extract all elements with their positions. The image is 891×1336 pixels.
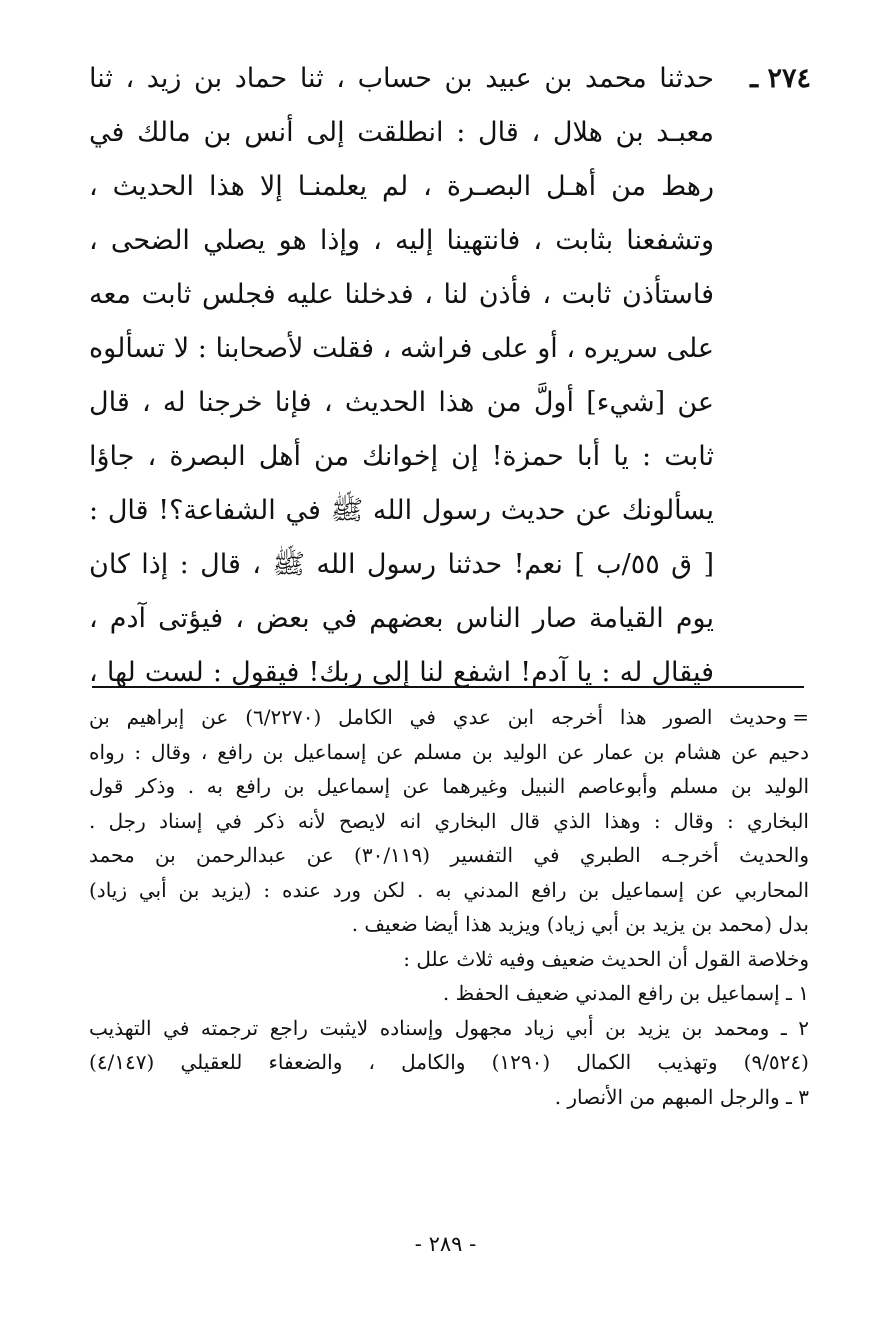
hadith-line: حدثنا محمد بن عبيد بن حساب ، ثنا حماد بن زيد ، ثنا [89, 63, 714, 94]
hadith-line: رهط من أهـل البصـرة ، لم يعلمنـا إلا هذا الحديث ، [89, 171, 714, 202]
hadith-number: ٢٧٤ ـ [750, 63, 811, 94]
hadith-line: ثابت : يا أبا حمزة! إن إخوانك من أهل البصرة ، جاؤا [89, 441, 714, 472]
hadith-line: عن [شيء] أولَّ من هذا الحديث ، فإنا خرجنا له ، قال [89, 387, 714, 418]
hadith-line: وتشفعنا بثابت ، فانتهينا إليه ، وإذا هو يصلي الضحى ، [89, 225, 714, 256]
footnote-line: دحيم عن هشام بن عمار عن الوليد بن مسلم عن إسماعيل بن رافع ، وقال : رواه [89, 739, 809, 764]
hadith-line: على سريره ، أو على فراشه ، فقلت لأصحابنا : لا تسألوه [89, 333, 714, 364]
footnotes [89, 700, 809, 1114]
footnote-line: ٢ ـ ومحمد بن يزيد بن أبي زياد مجهول وإسناده لايثبت راجع ترجمته في التهذيب [89, 1015, 809, 1040]
footnote-line: (٩/٥٢٤) وتهذيب الكمال (١٢٩٠) والكامل ، والضعفاء للعقيلي (٤/١٤٧) [89, 1050, 809, 1074]
footnote-line: ٣ ـ والرجل المبهم من الأنصار . [554, 1084, 809, 1109]
footnote-line: وحديث الصور هذا أخرجه ابن عدي في الكامل (٦/٢٢٧٠) عن إبراهيم بن [89, 705, 787, 729]
footnote-line: البخاري : وقال : وهذا الذي قال البخاري انه لايصح لأنه ذكر في إسناد رجل . [89, 808, 809, 833]
footnote-line: ١ ـ إسماعيل بن رافع المدني ضعيف الحفظ . [442, 981, 809, 1005]
hadith-line: معبـد بن هلال ، قال : انطلقت إلى أنس بن مالك في [89, 117, 714, 148]
hadith-line: فيقال له : يا آدم! اشفع لنا إلى ربك! فيقول : لست لها ، [89, 657, 714, 688]
hadith-line: يوم القيامة صار الناس بعضهم في بعض ، فيؤتى آدم ، [89, 603, 714, 634]
hadith-line: [ ق ٥٥/ب ] نعم! حدثنا رسول الله ﷺ ، قال : إذا كان [89, 549, 714, 580]
footnote-continuation-marker: = [792, 705, 809, 729]
hadith-line: يسألونك عن حديث رسول الله ﷺ في الشفاعة؟! قال : [89, 495, 714, 526]
footnote-line: والحديث أخرجـه الطبري في التفسير (٣٠/١١٩) عن عبدالرحمن بن محمد [89, 843, 809, 867]
footnote-line: بدل (محمد بن يزيد بن أبي زياد) ويزيد هذا أيضا ضعيف . [351, 912, 809, 936]
footnote-separator [92, 686, 804, 688]
hadith-text [89, 52, 809, 700]
footnote-line: الوليد بن مسلم وأبوعاصم النبيل وغيرهما عن إسماعيل بن رافع به . وذكر قول [89, 774, 809, 798]
hadith-line: فاستأذن ثابت ، فأذن لنا ، فدخلنا عليه فجلس ثابت معه [89, 279, 714, 310]
footnote-line: المحاربي عن إسماعيل بن رافع المدني به . لكن ورد عنده : (يزيد بن أبي زياد) [89, 877, 809, 902]
footnote-line: وخلاصة القول أن الحديث ضعيف وفيه ثلاث علل : [403, 946, 809, 971]
page-number: - ٢٨٩ - [414, 1232, 477, 1256]
